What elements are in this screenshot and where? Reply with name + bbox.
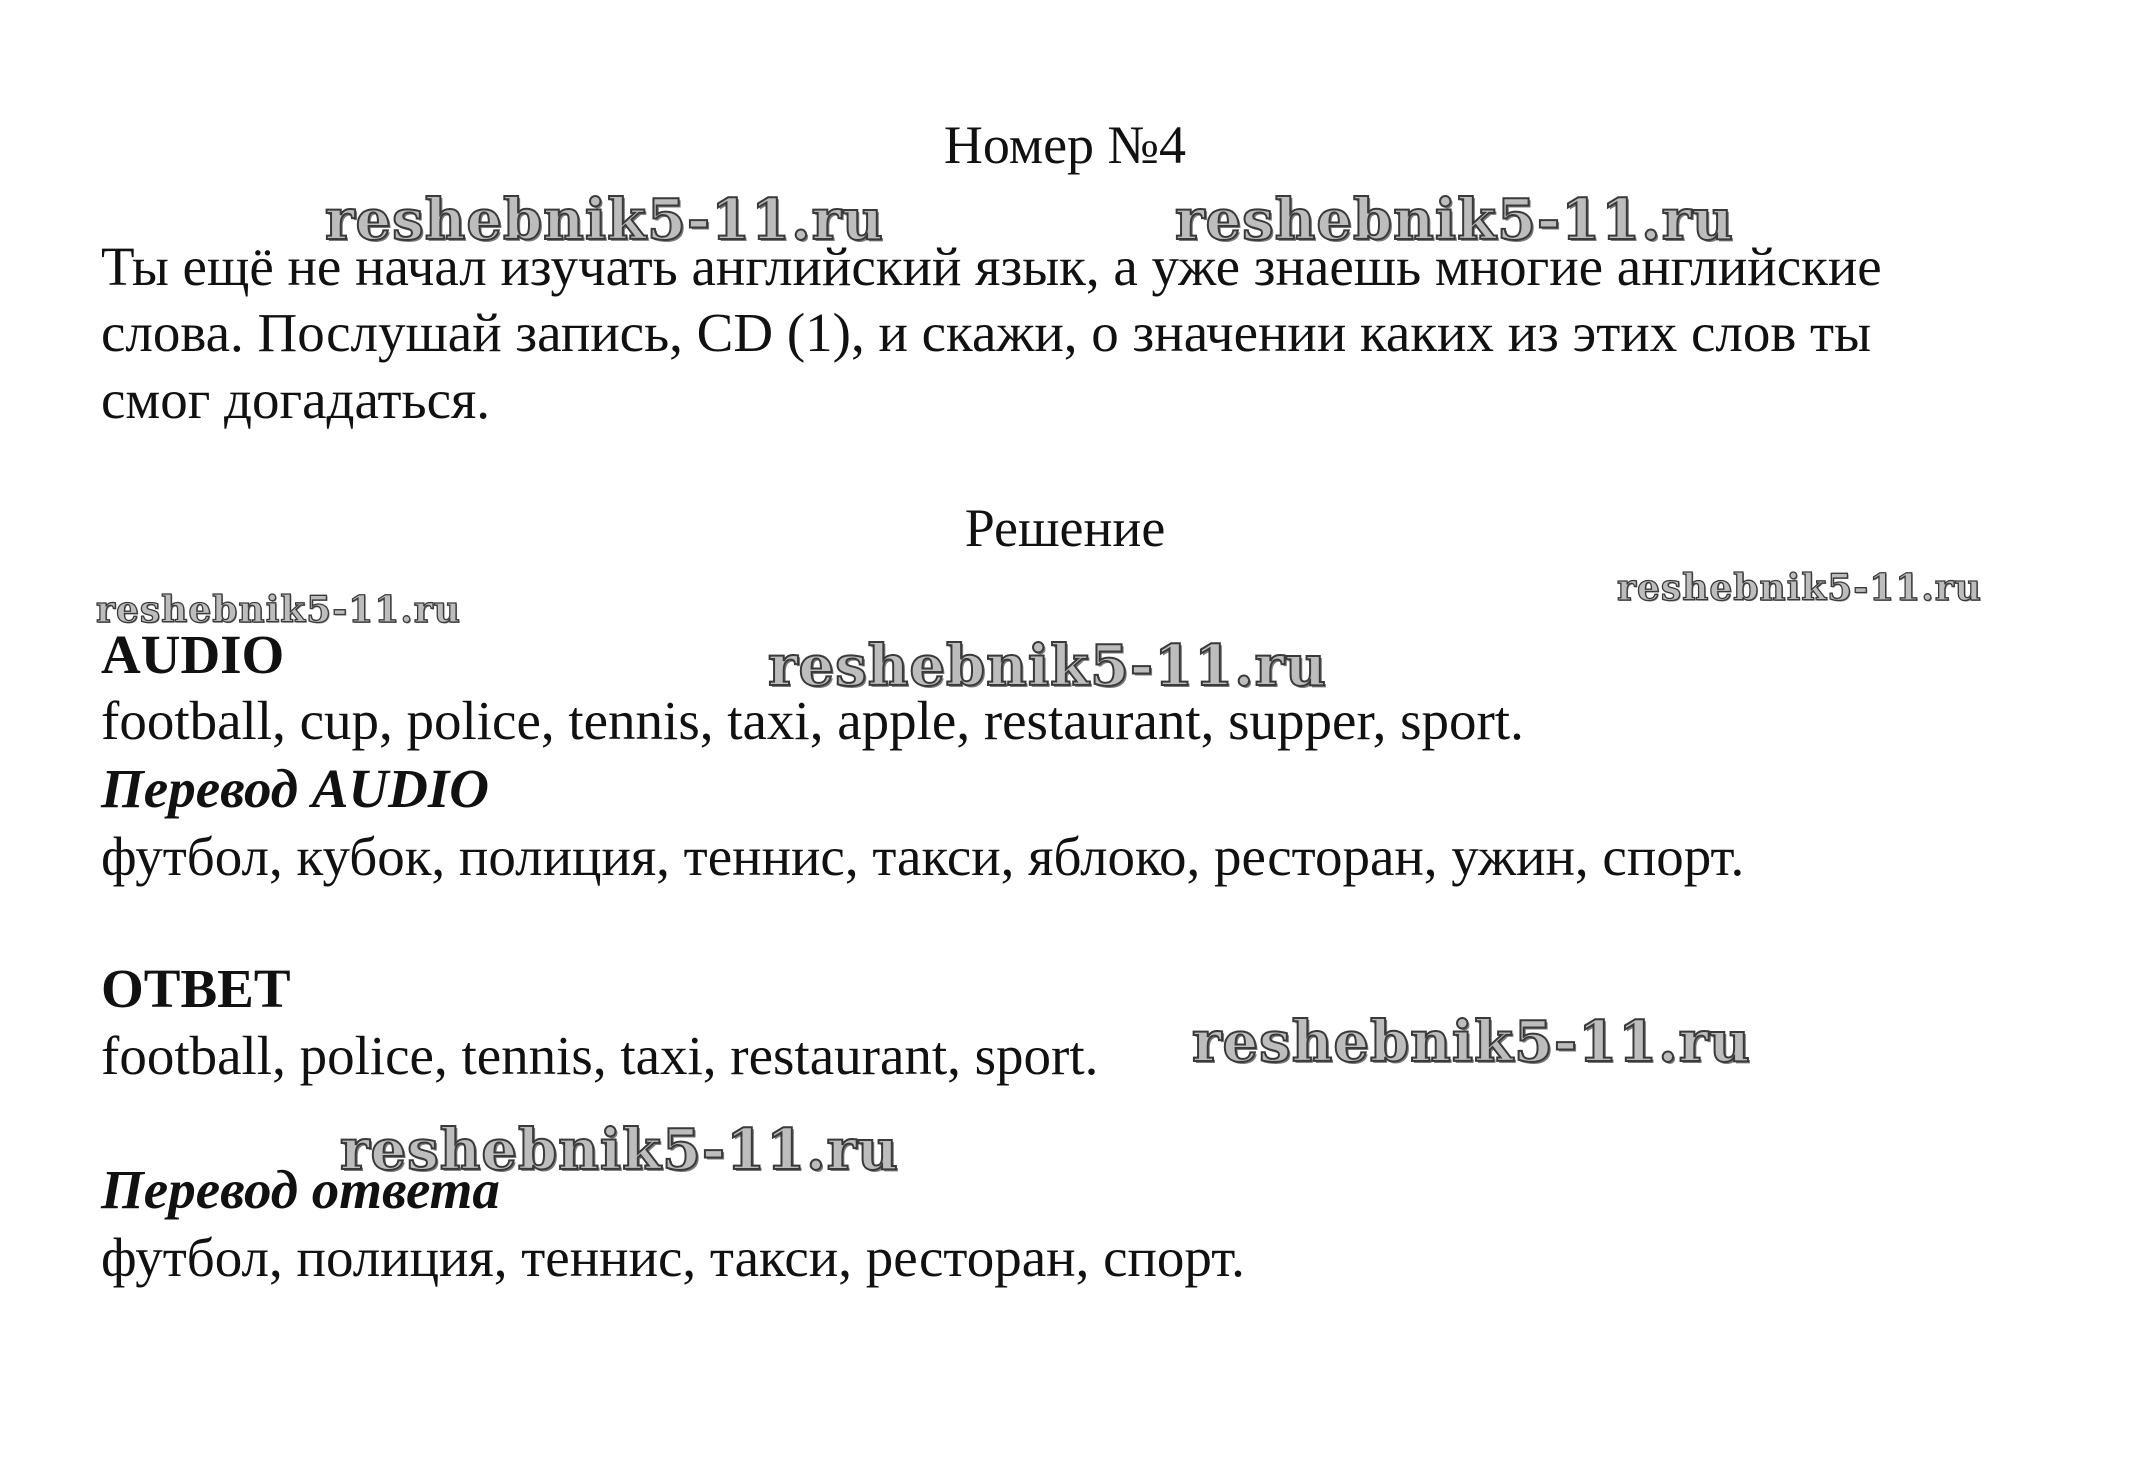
watermark: reshebnik5-11.ru	[768, 633, 1327, 699]
watermark: reshebnik5-11.ru	[325, 187, 884, 253]
task-text-line-2: слова. Послушай запись, CD (1), и скажи, о значении каких из этих слов ты	[101, 302, 1872, 363]
task-text-line-3: смог догадаться.	[101, 369, 491, 430]
watermark: reshebnik5-11.ru	[340, 1117, 899, 1183]
audio-label: AUDIO	[101, 624, 285, 685]
watermark: reshebnik5-11.ru	[96, 589, 461, 631]
watermark: reshebnik5-11.ru	[1175, 187, 1734, 253]
task-text-line-1: Ты ещё не начал изучать английский язык, а уже знаешь многие английские	[101, 236, 1882, 297]
page-title: Номер №4	[943, 115, 1187, 175]
answer-translation-label: Перевод ответа	[101, 1159, 500, 1220]
answer-text: football, police, tennis, taxi, restaurant, sport.	[101, 1025, 1099, 1086]
watermark: reshebnik5-11.ru	[1617, 567, 1982, 609]
audio-text: football, cup, police, tennis, taxi, apple, restaurant, supper, sport.	[101, 690, 1524, 751]
solution-title: Решение	[964, 498, 1166, 558]
answer-label: ОТВЕТ	[101, 958, 291, 1019]
watermark: reshebnik5-11.ru	[1192, 1009, 1751, 1075]
audio-translation-text: футбол, кубок, полиция, теннис, такси, яблоко, ресторан, ужин, спорт.	[101, 826, 1745, 887]
audio-translation-label: Перевод AUDIO	[101, 758, 490, 819]
answer-translation-text: футбол, полиция, теннис, такси, ресторан, спорт.	[101, 1227, 1245, 1288]
